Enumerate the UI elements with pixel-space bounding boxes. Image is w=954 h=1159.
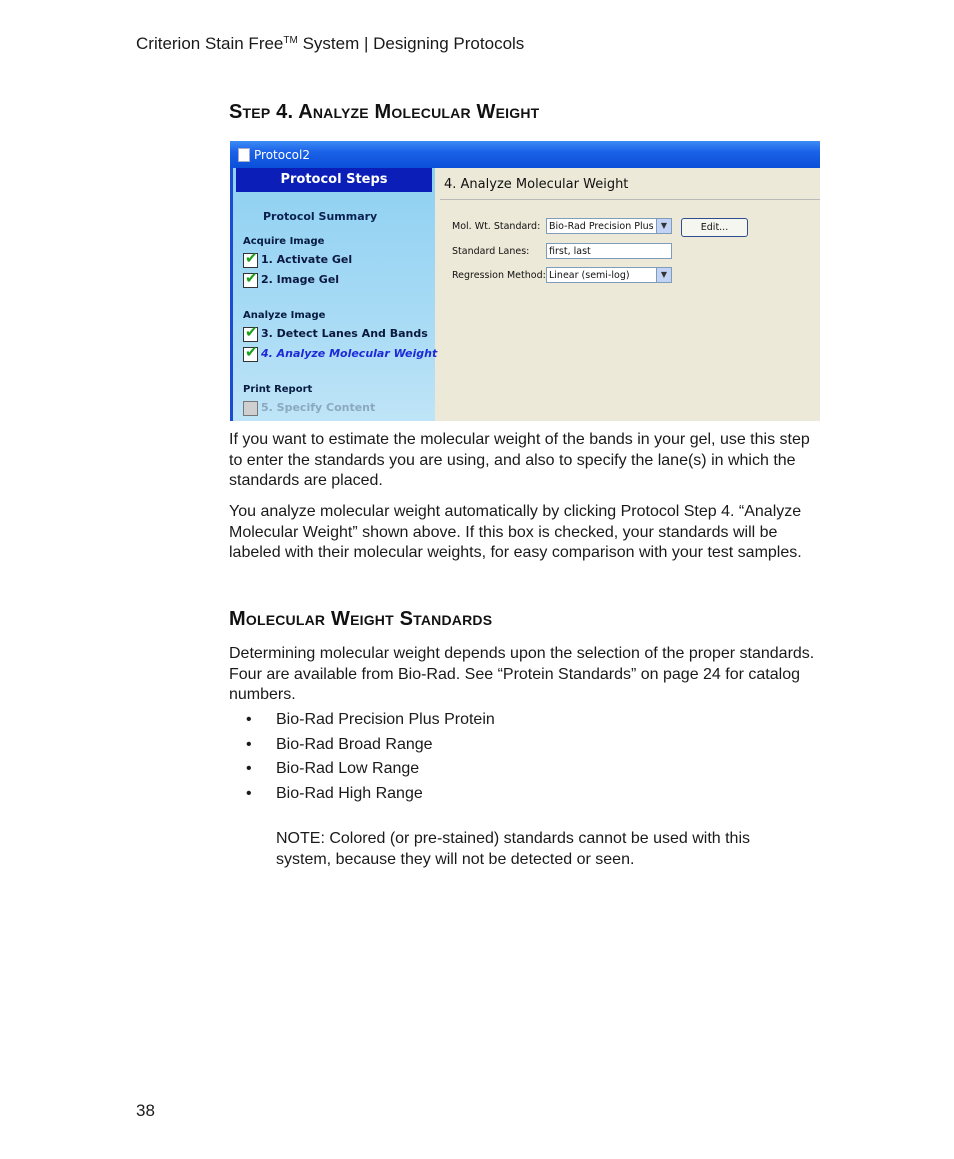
running-header <box>136 34 524 54</box>
checkmark-icon: ✔ <box>245 249 258 267</box>
checkbox-analyze-mw[interactable] <box>243 343 258 362</box>
protocol-steps-sidebar <box>230 168 438 421</box>
group-analyze-image: Analyze Image <box>243 310 326 321</box>
checkbox-detect-lanes[interactable] <box>243 323 258 342</box>
window-title: Protocol2 <box>254 148 310 162</box>
list-item <box>246 734 495 759</box>
list-item-text: Bio-Rad Precision Plus Protein <box>276 711 495 728</box>
group-acquire-image: Acquire Image <box>243 236 325 247</box>
protocol-steps-header: Protocol Steps <box>236 168 432 192</box>
group-print-report: Print Report <box>243 384 313 395</box>
regression-method-value: Linear (semi-log) <box>549 270 630 281</box>
mw-standards-paragraph: Determining molecular weight depends upon the selection of the proper standards. Four are available from Bio-Rad. See “Protein Standards” on page 24 for catalog numbers. <box>229 645 815 704</box>
standards-list <box>246 709 495 808</box>
checkmark-icon: ✔ <box>245 269 258 287</box>
panel-divider <box>440 199 820 200</box>
step4-paragraph-1: If you want to estimate the molecular weight of the bands in your gel, use this step to enter the standards you are using, and also to specify the lane(s) in which the standards are placed. <box>229 431 810 490</box>
mw-standards-heading: Molecular Weight Standards <box>229 608 493 630</box>
checkmark-icon: ✔ <box>245 343 258 361</box>
step-label: 2. Image Gel <box>261 273 340 286</box>
step4-paragraph-2: You analyze molecular weight automatically by clicking Protocol Step 4. “Analyze Molecular Weight” shown above. If this box is checked, your standards will be labeled with their molecular weights, for easy comparison with your test samples. <box>229 503 802 562</box>
header-product: Criterion Stain Free <box>136 34 284 53</box>
edit-button[interactable]: Edit... <box>681 218 748 237</box>
bullet-icon: • <box>246 785 252 803</box>
checkbox-image-gel[interactable] <box>243 269 258 288</box>
panel-title: 4. Analyze Molecular Weight <box>444 177 629 192</box>
list-item-text: Bio-Rad Low Range <box>276 760 420 778</box>
list-item <box>246 758 495 783</box>
window-titlebar <box>230 141 820 168</box>
standard-lanes-label: Standard Lanes: <box>452 246 530 257</box>
bullet-icon: • <box>246 760 252 778</box>
chevron-down-icon[interactable]: ▼ <box>656 219 671 233</box>
list-item <box>246 783 495 808</box>
step4-heading: Step 4. Analyze Molecular Weight <box>229 101 540 123</box>
mw-standard-value: Bio-Rad Precision Plus <box>549 221 654 232</box>
bullet-icon: • <box>246 711 252 728</box>
mw-standard-label: Mol. Wt. Standard: <box>452 221 541 232</box>
step-label: 5. Specify Content <box>261 401 376 414</box>
checkbox-activate-gel[interactable] <box>243 249 258 268</box>
header-rest: System | Designing Protocols <box>297 34 525 53</box>
checkmark-icon: ✔ <box>245 323 258 341</box>
regression-method-label: Regression Method: <box>452 270 546 281</box>
note-text: NOTE: Colored (or pre-stained) standards cannot be used with this system, because they will not be detected or seen. <box>276 830 751 868</box>
bullet-icon: • <box>246 735 252 753</box>
list-item <box>246 709 495 734</box>
trademark-mark: TM <box>283 35 298 46</box>
mw-standard-select[interactable] <box>546 218 672 234</box>
list-item-text: Bio-Rad High Range <box>276 785 423 803</box>
protocol-summary-link[interactable]: Protocol Summary <box>263 210 378 223</box>
step-label: 4. Analyze Molecular Weight <box>261 347 438 360</box>
list-item-text: Bio-Rad Broad Range <box>276 735 433 753</box>
protocol-window-screenshot <box>230 141 820 421</box>
standard-lanes-input[interactable] <box>546 243 672 259</box>
step-label: 1. Activate Gel <box>261 253 353 266</box>
page-number: 38 <box>136 1101 155 1120</box>
regression-method-select[interactable] <box>546 267 672 283</box>
standard-lanes-value: first, last <box>549 246 591 257</box>
checkbox-specify-content[interactable] <box>243 401 258 416</box>
document-icon <box>238 148 250 162</box>
step-label: 3. Detect Lanes And Bands <box>261 327 428 340</box>
chevron-down-icon[interactable]: ▼ <box>656 268 671 282</box>
